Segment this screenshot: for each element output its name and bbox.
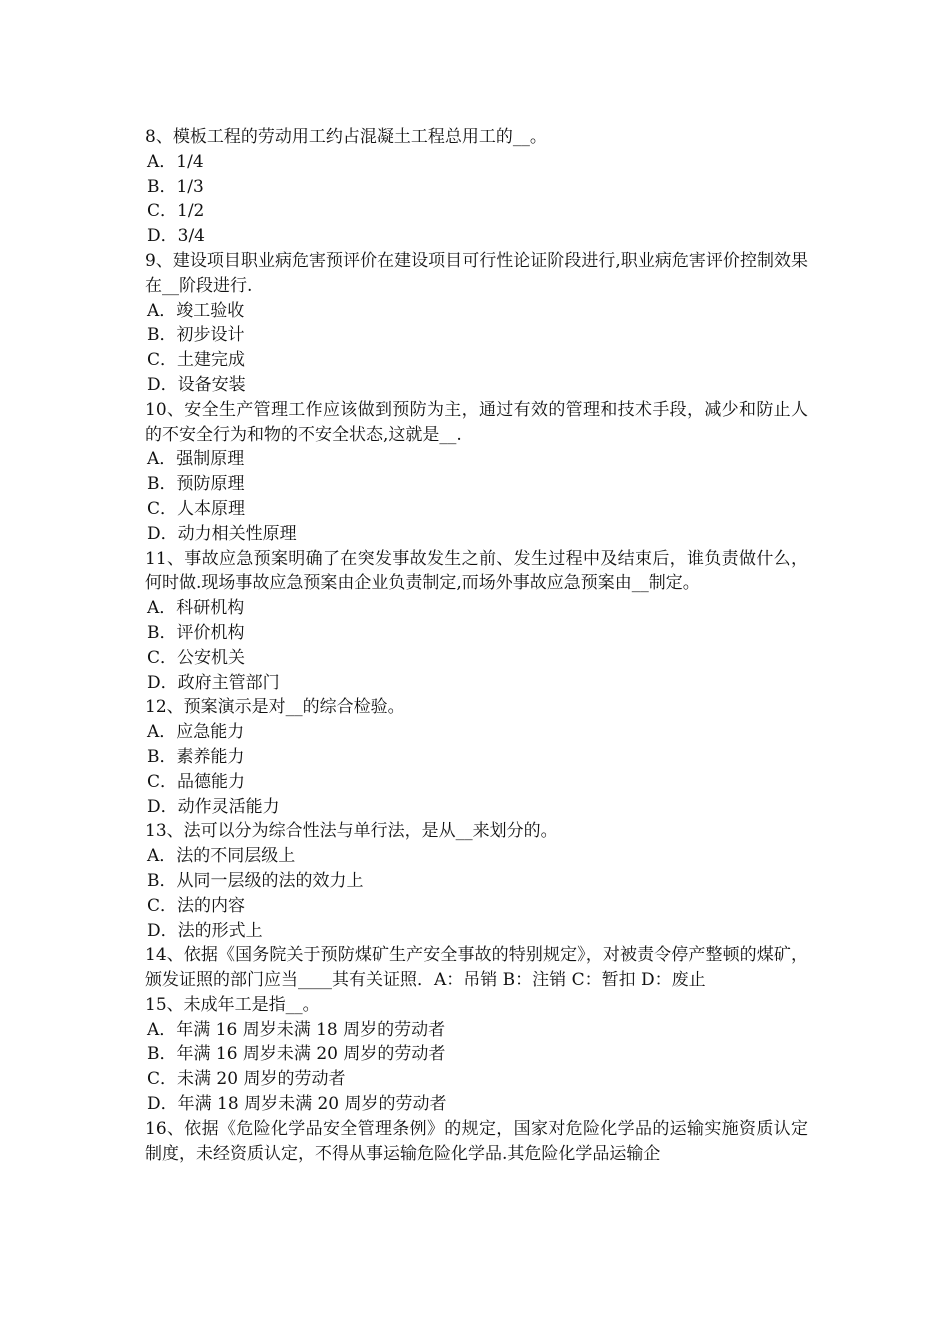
- question-stem: 8、模板工程的劳动用工约占混凝土工程总用工的__。: [145, 127, 547, 147]
- answer-option: B．初步设计: [147, 325, 245, 346]
- question-stem: 16、依据《危险化学品安全管理条例》的规定，国家对危险化学品的运输实施资质认定制度，未经资质认定，不得从事运输危险化学品.其危险化学品运输企: [145, 1118, 808, 1164]
- answer-option: A．法的不同层级上: [147, 846, 296, 867]
- answer-option: D．动作灵活能力: [147, 796, 280, 817]
- answer-option: A．1/4: [147, 151, 204, 172]
- answer-option: B．素养能力: [147, 746, 245, 767]
- question-stem: 11、事故应急预案明确了在突发事故发生之前、发生过程中及结束后，谁负责做什么，何时做.现场事故应急预案由企业负责制定,而场外事故应急预案由__制定。: [145, 548, 808, 594]
- answer-option: B．预防原理: [147, 474, 245, 495]
- question-block: [145, 249, 808, 398]
- answer-option: B．1/3: [147, 176, 204, 197]
- question-stem: 12、预案演示是对__的综合检验。: [145, 697, 405, 718]
- question-stem: 10、安全生产管理工作应该做到预防为主，通过有效的管理和技术手段，减少和防止人的不安全行为和物的不安全状态,这就是__.: [145, 399, 808, 445]
- question-stem: 9、建设项目职业病危害预评价在建设项目可行性论证阶段进行,职业病危害评价控制效果在__阶段进行.: [145, 250, 808, 296]
- answer-option: D．3/4: [147, 226, 205, 247]
- answer-option: D．设备安装: [147, 374, 246, 395]
- question-block: [145, 819, 808, 943]
- question-block: [145, 695, 808, 819]
- answer-option: D．政府主管部门: [147, 672, 280, 693]
- answer-option: D．年满 18 周岁未满 20 周岁的劳动者: [147, 1094, 447, 1115]
- answer-option: C．品德能力: [147, 771, 246, 792]
- question-block: [145, 125, 808, 249]
- answer-option: C．公安机关: [147, 647, 246, 668]
- answer-option: A．应急能力: [147, 722, 245, 743]
- answer-option: C．人本原理: [147, 498, 246, 519]
- answer-option: C．1/2: [147, 201, 205, 222]
- answer-option: C．土建完成: [147, 350, 246, 371]
- question-stem: 15、未成年工是指__。: [145, 994, 320, 1015]
- question-block: [145, 943, 808, 993]
- answer-option: B．从同一层级的法的效力上: [147, 870, 364, 891]
- question-stem: 13、法可以分为综合性法与单行法，是从__来划分的。: [145, 821, 558, 842]
- answer-option: C．法的内容: [147, 895, 246, 916]
- answer-option: A．强制原理: [147, 449, 245, 470]
- answer-option: A．年满 16 周岁未满 18 周岁的劳动者: [147, 1019, 446, 1040]
- answer-option: A．科研机构: [147, 598, 245, 619]
- question-block: [145, 398, 808, 547]
- answer-option: C．未满 20 周岁的劳动者: [147, 1069, 346, 1090]
- question-stem: 14、依据《国务院关于预防煤矿生产安全事故的特别规定》，对被责令停产整顿的煤矿，颁发证照的部门应当____其有关证照．A：吊销 B：注销 C：暂扣 D：废止: [145, 945, 808, 991]
- question-list: [145, 125, 808, 1166]
- answer-option: A．竣工验收: [147, 300, 245, 321]
- question-block: [145, 1117, 808, 1167]
- answer-option: D．法的形式上: [147, 920, 263, 941]
- question-block: [145, 547, 808, 696]
- answer-option: B．评价机构: [147, 622, 245, 643]
- question-block: [145, 993, 808, 1117]
- answer-option: B．年满 16 周岁未满 20 周岁的劳动者: [147, 1044, 446, 1065]
- answer-option: D．动力相关性原理: [147, 523, 297, 544]
